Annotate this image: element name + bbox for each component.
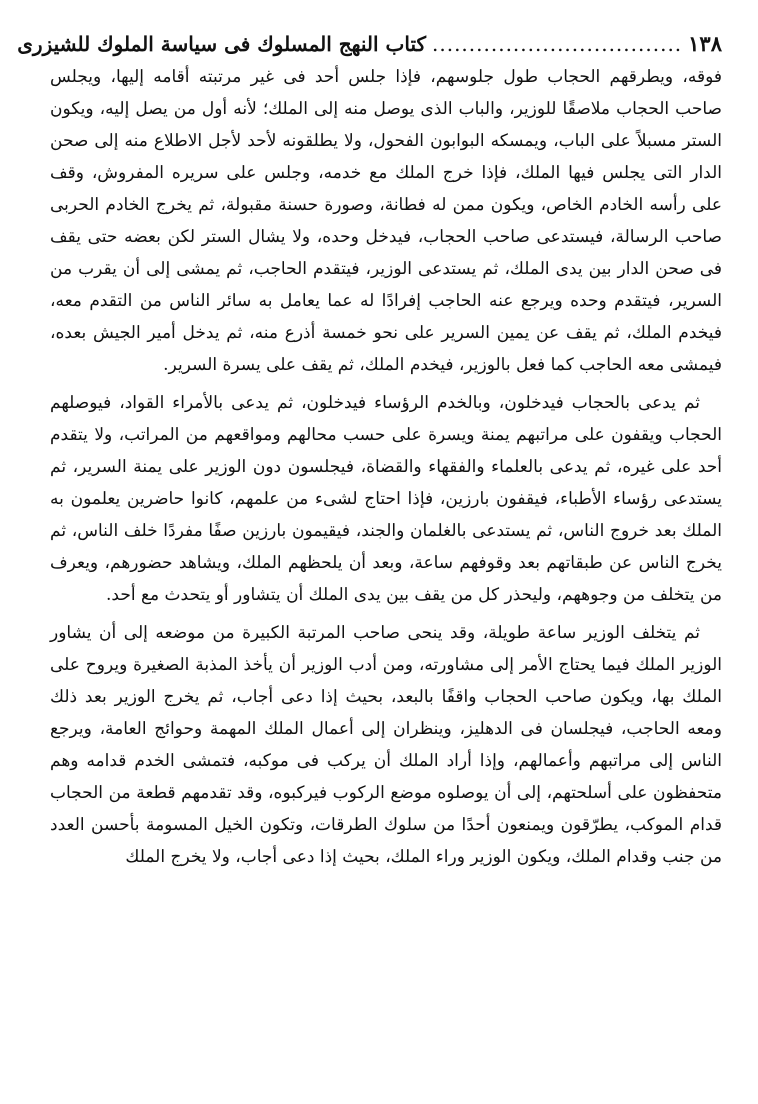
header-leader-dots: .................................. <box>432 32 683 56</box>
page-number: ١٣٨ <box>688 31 722 56</box>
running-header <box>17 30 722 58</box>
paragraph-2: ثم يدعى بالحجاب فيدخلون، وبالخدم الرؤساء فيدخلون، ثم يدعى بالأمراء القواد، فيوصلهم الحجاب ويقفون على مراتبهم يمنة ويسرة على حسب محالهم ومواقعهم من المراتب، ولا يتقدم أحد على غيره، ثم يدعى بالعلماء والفقهاء والقضاة، فيجلسون دون الوزير على يمنة السرير، ثم يستدعى رؤساء الأطباء، فيقفون بارزين، فإذا احتاج لشىء من علمهم، كانوا حاضرين يعلمون به الملك بعد خروج الناس، ثم يستدعى بالغلمان والجند، فيقيمون بارزين صفًا مفردًا خلف الناس، ثم يخرج الناس عن طبقاتهم بعد وقوفهم ساعة، وبعد أن يلحظهم الملك، ويشاهد حضورهم، ويعرف من يتخلف من وجوههم، وليحذر كل من يقف بين يدى الملك أن يتشاور أو يتحدث مع أحد. <box>50 393 722 605</box>
paragraph-1: فوقه، ويطرقهم الحجاب طول جلوسهم، فإذا جلس أحد فى غير مرتبته أقامه إليها، ويجلس صاحب الحجاب ملاصقًا للوزير، والباب الذى يوصل منه إلى الملك؛ لأنه أول من يصل إليه، ويكون الستر مسبلاً على الباب، ويمسكه البوابون الفحول، ولا يطلقونه لأحد لأجل الاطلاع منه إلى صحن الدار التى يجلس فيها الملك، فإذا خرج الملك مع خدمه، وجلس على سريره المفروش، وقف على رأسه الخادم الخاص، ويكون ممن له فطانة، وصورة حسنة مقبولة، ثم يخرج الخادم الحربى صاحب الرسالة، فيستدعى صاحب الحجاب، فيدخل وحده، ولا يشال الستر لكن بعضه حتى يقف فى صحن الدار بين يدى الملك، ثم يستدعى الوزير، فيتقدم الحاجب، ثم يمشى إلى أن يقرب من السرير، فيتقدم وحده ويرجع عنه الحاجب إفرادًا له عما يعامل به سائر الناس من التقدم معه، فيخدم الملك، ثم يقف عن يمين السرير على نحو خمسة أذرع منه، ثم يدخل أمير الجيش بعده، فيمشى معه الحاجب كما فعل بالوزير، فيخدم الملك، ثم يقف على يسرة السرير. <box>50 67 722 375</box>
paragraph-3: ثم يتخلف الوزير ساعة طويلة، وقد ينحى صاحب المرتبة الكبيرة من موضعه إلى أن يشاور الوزير الملك فيما يحتاج الأمر إلى مشاورته، ومن أدب الوزير أن يأخذ المذبة الصغيرة ويروح على الملك بها، ويكون صاحب الحجاب واقفًا بالبعد، بحيث إذا دعى أجاب، ثم يخرج الوزير بعد ذلك ومعه الحاجب، فيجلسان فى الدهليز، وينظران إلى أعمال الملك المهمة وحوائج العامة، ويرجع الناس إلى مراتبهم وأعمالهم، وإذا أراد الملك أن يركب فى موكبه، فتمشى الخدم قدامه وهم متحفظون على أسلحتهم، إلى أن يوصلوه موضع الركوب فيركبوه، وقد تقدمهم قطعة من الحجاب قدام الموكب، يطرّقون ويمنعون أحدًا من سلوك الطرقات، وتكون الخيل المسومة بأحسن العدد من جنب وقدام الملك، ويكون الوزير وراء الملك، بحيث إذا دعى أجاب، ولا يخرج الملك <box>50 623 722 867</box>
book-title: كتاب النهج المسلوك فى سياسة الملوك للشيزرى <box>17 32 426 56</box>
document-page <box>17 30 722 873</box>
